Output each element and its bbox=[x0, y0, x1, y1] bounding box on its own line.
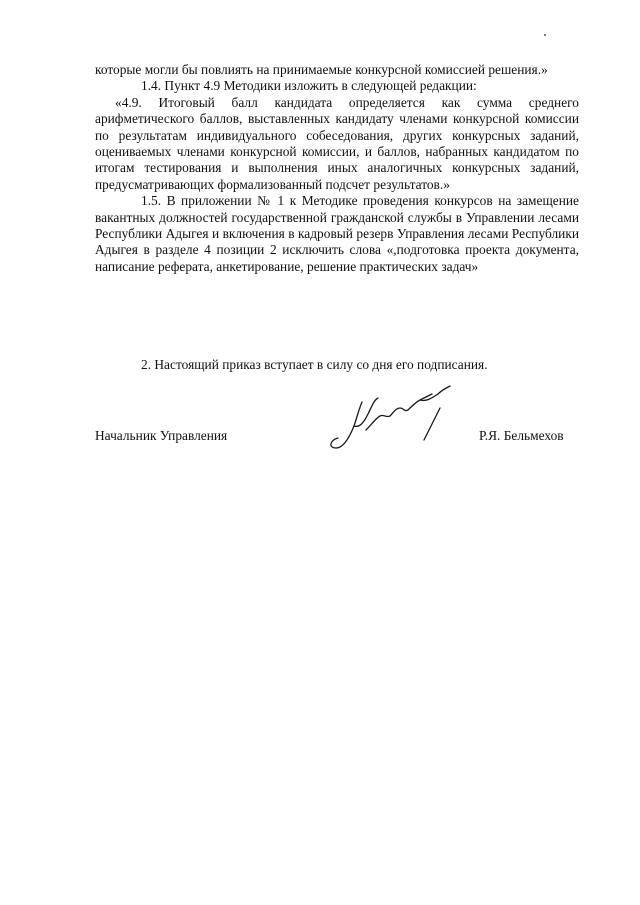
paragraph-2: 2. Настоящий приказ вступает в силу со дня его подписания. bbox=[141, 357, 488, 372]
document-body bbox=[95, 62, 579, 275]
signatory-title: Начальник Управления bbox=[95, 428, 228, 443]
paragraph-1-5: 1.5. В приложении № 1 к Методике проведения конкурсов на замещение вакантных должностей государственной гражданской службы в Управлении лесами Республики Адыгея и включения в кадровый резерв Управления лесами Республики Адыгея в разделе 4 позиции 2 исключить слова «,подготовка проекта документа, написание реферата, анкетирование, решение практических задач» bbox=[95, 193, 579, 274]
signatory-name: Р.Я. Бельмехов bbox=[479, 428, 564, 443]
paragraph-4-9-quote: «4.9. Итоговый балл кандидата определяется как сумма среднего арифметического баллов, выставленных кандидату членами конкурсной комиссии по результатам индивидуального собеседования, других конкурсных заданий, оцениваемых членами конкурсной комиссии, и баллов, набранных кандидатом по итогам тестирования и выполнения иных аналогичных конкурсных заданий, предусматривающих формализованный подсчет результатов.» bbox=[95, 94, 579, 192]
paragraph-continuation: которые могли бы повлиять на принимаемые конкурсной комиссией решения.» bbox=[95, 62, 548, 77]
paragraph-1-4: 1.4. Пункт 4.9 Методики изложить в следующей редакции: bbox=[141, 78, 477, 94]
handwritten-signature bbox=[320, 378, 470, 458]
scan-dot bbox=[544, 34, 546, 36]
